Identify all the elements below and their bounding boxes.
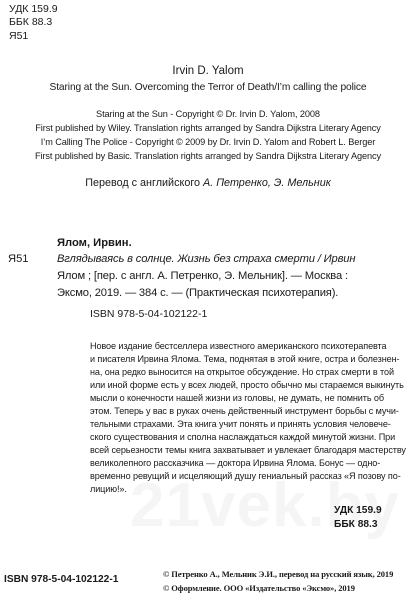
bibliographic-cutter: Я51: [8, 253, 29, 265]
rights-line-4: First published by Basic. Translation rights arranged by Sandra Dijkstra Literary Agency: [34, 151, 382, 161]
original-titles: Staring at the Sun. Overcoming the Terror of Death/I’m calling the police: [49, 82, 367, 93]
footer-udk: УДК 159.9: [334, 505, 382, 516]
rights-line-3: I’m Calling The Police - Copyright © 2009 by Dr. Irvin D. Yalom and Robert L. Berger: [40, 137, 376, 147]
annotation-line: мысли о конечности нашей жизни из головы, не думать, не помнить об: [90, 393, 384, 403]
translators: А. Петренко, Э. Мельник: [203, 177, 331, 189]
udk-code: УДК 159.9: [9, 3, 58, 15]
bibliographic-line-2: Ялом ; [пер. с англ. А. Петренко, Э. Мельник]. — Москва :: [57, 270, 348, 282]
annotation-line: ского существования и сполна наслаждаться каждой минутой жизни. При: [90, 432, 396, 442]
footer-isbn: ISBN 978-5-04-102122-1: [4, 574, 119, 585]
bibliographic-isbn: ISBN 978-5-04-102122-1: [90, 308, 208, 320]
cutter-code: Я51: [9, 30, 29, 42]
annotation-line: или иной форме есть у всех людей, просто обычно мы стараемся выкинуть: [90, 380, 404, 390]
annotation-line: всей серьезности темы книга захватывает и увлекает благодаря мастерству: [90, 445, 406, 455]
rights-line-1: Staring at the Sun - Copyright © Dr. Irvin D. Yalom, 2008: [96, 109, 320, 119]
annotation-line: на, она редко выносится на открытое обсуждение. Но страх смерти в той: [90, 367, 394, 377]
author-english: Irvin D. Yalom: [172, 65, 244, 77]
annotation-line: и писателя Ирвина Ялома. Тема, поднятая в этой книге, остра и болезнен-: [90, 354, 400, 364]
annotation-line: лицию!».: [90, 484, 127, 494]
translation-credit: [0, 177, 416, 189]
bibliographic-line-1: Вглядываясь в солнце. Жизнь без страха смерти / Ирвин: [57, 253, 356, 265]
bibliographic-heading: Ялом, Ирвин.: [57, 237, 132, 249]
bibliographic-line-3: Эксмо, 2019. — 384 с. — (Практическая психотерапия).: [57, 287, 339, 299]
annotation-line: Новое издание бестселлера известного американского психотерапевта: [90, 341, 387, 351]
translation-prefix: Перевод с английского: [85, 177, 201, 189]
annotation-line: этом. Теперь у вас в руках очень действенный инструмент борьбы с мучи-: [90, 406, 399, 416]
annotation-line: временно ревущий и исцеляющий душу гениальный рассказ «Я позову по-: [90, 471, 401, 481]
footer-copyright-translation: © Петренко А., Мельник Э.И., перевод на русский язык, 2019: [163, 569, 394, 579]
annotation: [90, 340, 406, 496]
annotation-line: великолепного рассказчика — доктора Ирвина Ялома. Бонус — одно-: [90, 458, 381, 468]
annotation-line: тельными страхами. Эта книга учит понять и принять условия человече-: [90, 419, 391, 429]
bbk-code: ББК 88.3: [9, 16, 53, 28]
footer-copyright-design: © Оформление. ООО «Издательство «Эксмо», 2019: [163, 583, 355, 593]
rights-line-2: First published by Wiley. Translation rights arranged by Sandra Dijkstra Literary Agency: [35, 123, 381, 133]
footer-bbk: ББК 88.3: [334, 519, 378, 530]
